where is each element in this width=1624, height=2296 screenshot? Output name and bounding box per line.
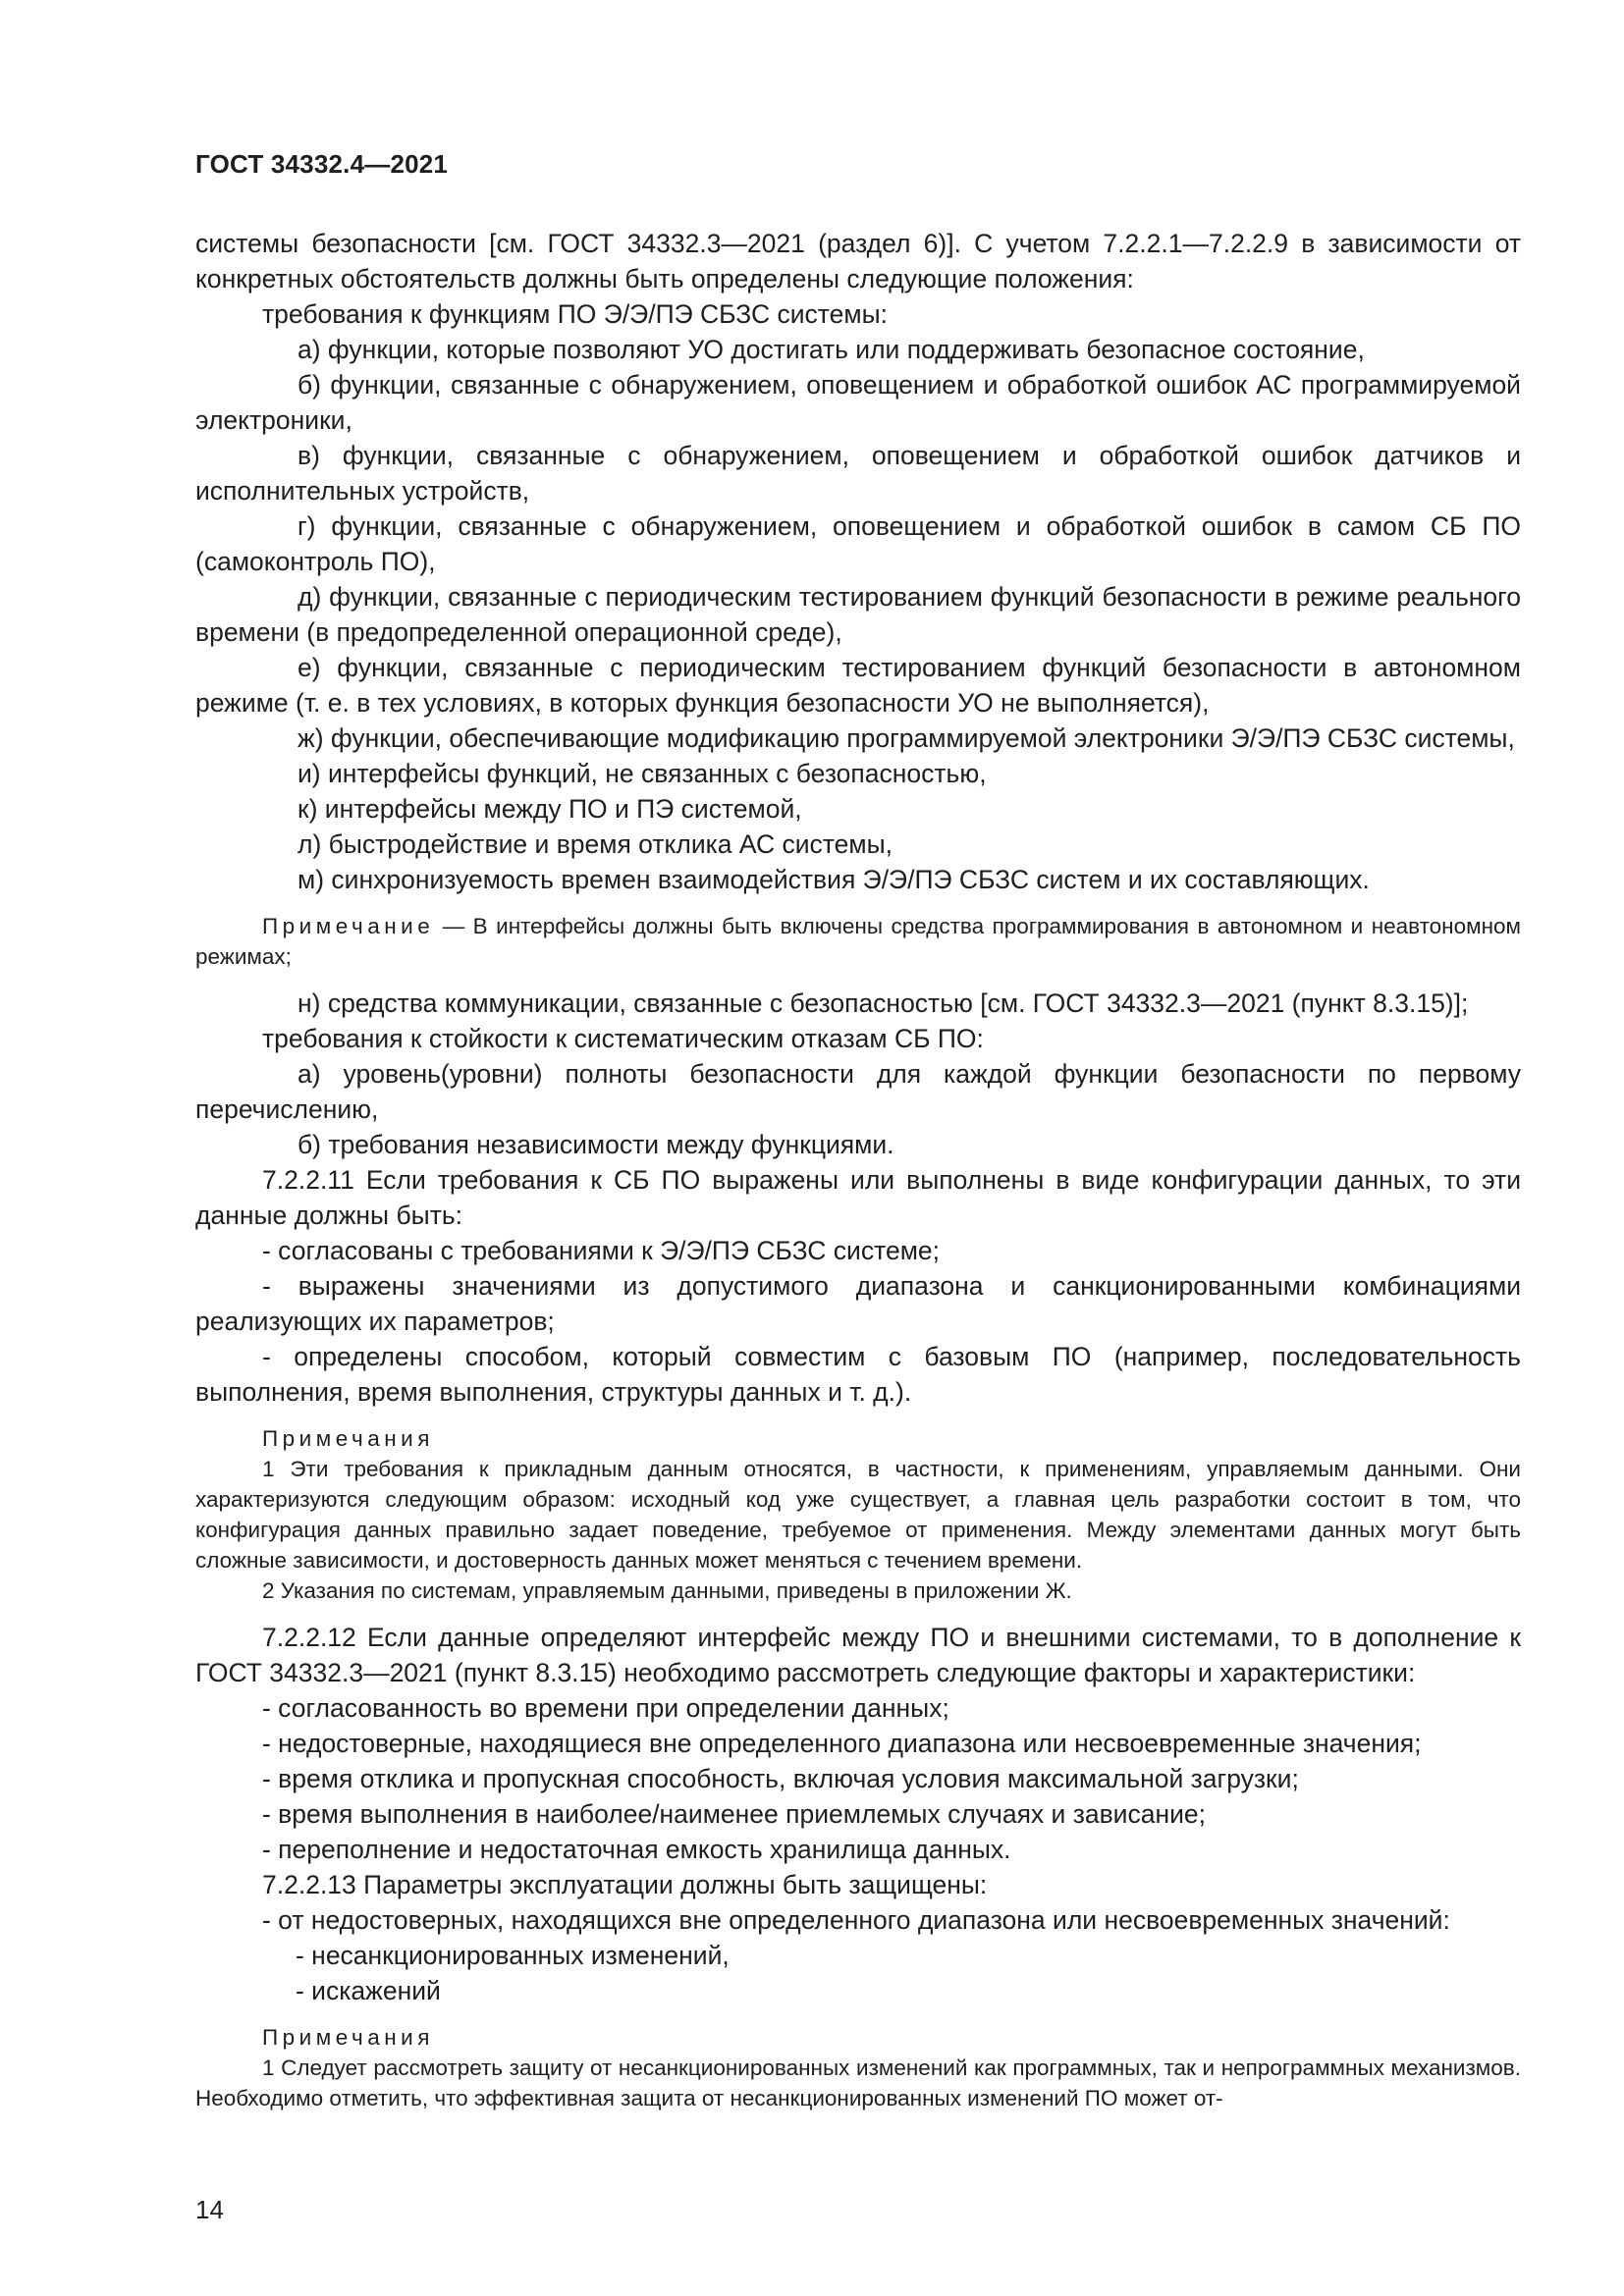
note-item: 2 Указания по системам, управляемым данными, приведены в приложении Ж. — [262, 1578, 1072, 1603]
list-item: н) средства коммуникации, связанные с безопасностью [см. ГОСТ 34332.3—2021 (пункт 8.3.15)]; — [298, 988, 1469, 1018]
clause-7-2-2-13: 7.2.2.13 Параметры эксплуатации должны быть защищены: — [262, 1870, 988, 1899]
note-text: — В интерфейсы должны быть включены средства программирования в автономном и неавтономном режимах; — [195, 914, 1521, 969]
list-item: - от недостоверных, находящихся вне определенного диапазона или несвоевременных значений: — [262, 1905, 1450, 1935]
list-item: - выражены значениями из допустимого диапазона и санкционированными комбинациями реализующих их параметров; — [195, 1271, 1521, 1336]
note-item: 1 Следует рассмотреть защиту от несанкционированных изменений как программных, так и непрограммных механизмов. Необходимо отметить, что эффективная защита от несанкционированных изменений ПО может от- — [195, 2056, 1521, 2110]
list-item: б) требования независимости между функциями. — [298, 1130, 894, 1159]
list-item: а) уровень(уровни) полноты безопасности для каждой функции безопасности по первому перечислению, — [195, 1059, 1521, 1124]
list-item: г) функции, связанные с обнаружением, оповещением и обработкой ошибок в самом СБ ПО (самоконтроль ПО), — [195, 511, 1521, 576]
list-item: и) интерфейсы функций, не связанных с безопасностью, — [298, 759, 987, 788]
list-item: - определены способом, который совместим с базовым ПО (например, последовательность выполнения, время выполнения, структуры данных и т. д.). — [195, 1342, 1521, 1407]
list-item: - время отклика и пропускная способность, включая условия максимальной загрузки; — [262, 1764, 1299, 1793]
page-number: 14 — [195, 2195, 224, 2224]
list-item: б) функции, связанные с обнаружением, оповещением и обработкой ошибок АС программируемой электроники, — [195, 370, 1521, 435]
list-item: е) функции, связанные с периодическим тестированием функций безопасности в автономном режиме (т. е. в тех условиях, в которых функция безопасности УО не выполняется), — [195, 653, 1521, 718]
list-item: - время выполнения в наиболее/наименее приемлемых случаях и зависание; — [262, 1799, 1207, 1829]
document-body — [195, 226, 1521, 2113]
note-item: 1 Эти требования к прикладным данным относятся, в частности, к применениям, управляемым данными. Они характеризуются следующим образом: исходный код уже существует, а главная цель разработки состоит в том, что конфигурация данных правильно задает поведение, требуемое от применения. Между элементами данных могут быть сложные зависимости, и достоверность данных может меняться с течением времени. — [195, 1457, 1521, 1573]
clause-7-2-2-12: 7.2.2.12 Если данные определяют интерфейс между ПО и внешними системами, то в дополнение к ГОСТ 34332.3—2021 (пункт 8.3.15) необходимо рассмотреть следующие факторы и характеристики: — [195, 1623, 1521, 1687]
paragraph: требования к стойкости к систематическим отказам СБ ПО: — [262, 1024, 984, 1053]
paragraph: требования к функциям ПО Э/Э/ПЭ СБЗС системы: — [262, 299, 888, 329]
note — [195, 911, 1521, 972]
list-item: к) интерфейсы между ПО и ПЭ системой, — [298, 794, 802, 824]
list-item: ж) функции, обеспечивающие модификацию программируемой электроники Э/Э/ПЭ СБЗС системы, — [298, 723, 1515, 753]
paragraph: системы безопасности [см. ГОСТ 34332.3—2021 (раздел 6)]. С учетом 7.2.2.1—7.2.2.9 в зависимости от конкретных обстоятельств должны быть определены следующие положения: — [195, 229, 1521, 294]
list-item: а) функции, которые позволяют УО достигать или поддерживать безопасное состояние, — [298, 335, 1365, 364]
list-item: м) синхронизуемость времен взаимодействия Э/Э/ПЭ СБЗС систем и их составляющих. — [298, 865, 1370, 894]
notes-label: Примечания — [262, 2025, 434, 2050]
list-item: - несанкционированных изменений, — [296, 1941, 730, 1970]
note-label: Примечание — [262, 914, 435, 938]
list-item: д) функции, связанные с периодическим тестированием функций безопасности в режиме реального времени (в предопределенной операционной среде), — [195, 582, 1521, 647]
page-header-title: ГОСТ 34332.4—2021 — [195, 149, 449, 179]
list-item: л) быстродействие и время отклика АС системы, — [298, 829, 893, 859]
clause-7-2-2-11: 7.2.2.11 Если требования к СБ ПО выражены или выполнены в виде конфигурации данных, то эти данные должны быть: — [195, 1165, 1521, 1230]
list-item: - согласованность во времени при определении данных; — [262, 1693, 949, 1723]
notes-label: Примечания — [262, 1426, 434, 1451]
list-item: в) функции, связанные с обнаружением, оповещением и обработкой ошибок датчиков и исполнительных устройств, — [195, 441, 1521, 506]
list-item: - искажений — [296, 1976, 441, 2005]
list-item: - согласованы с требованиями к Э/Э/ПЭ СБЗС системе; — [262, 1236, 941, 1265]
list-item: - переполнение и недостаточная емкость хранилища данных. — [262, 1835, 1011, 1864]
list-item: - недостоверные, находящиеся вне определенного диапазона или несвоевременные значения; — [262, 1729, 1422, 1758]
